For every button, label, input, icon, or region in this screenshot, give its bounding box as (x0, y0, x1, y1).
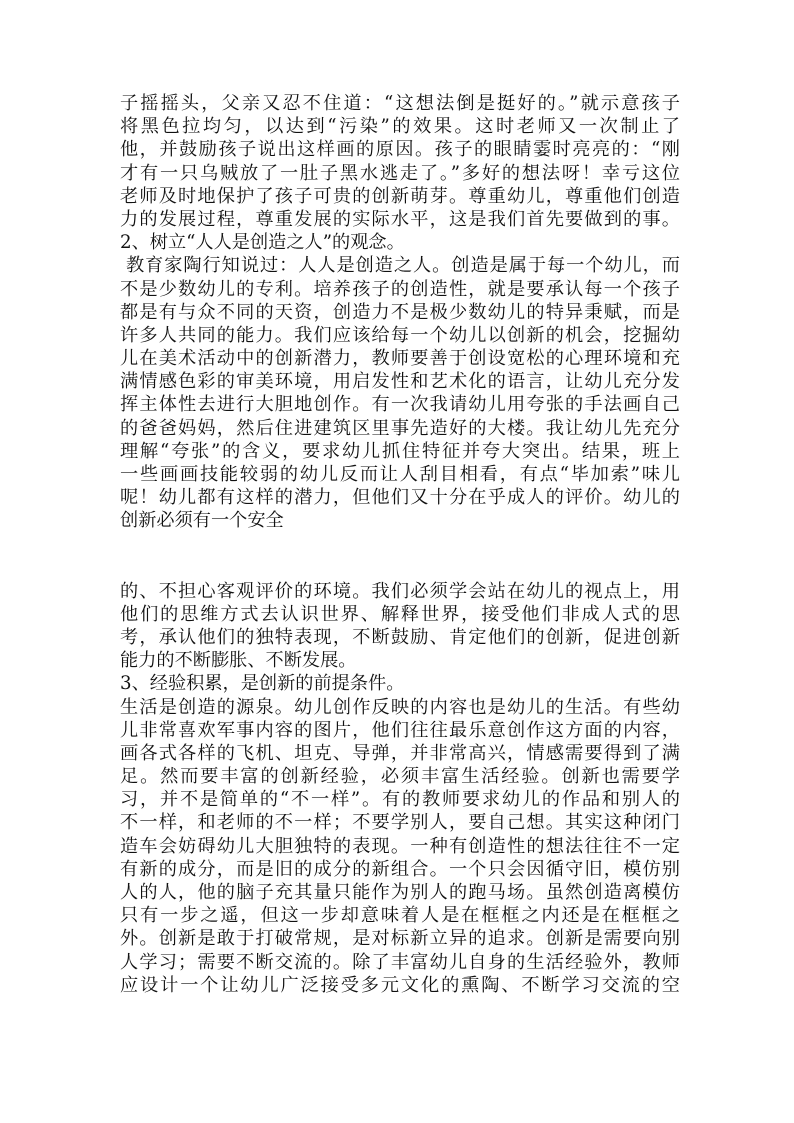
text-line: 老师及时地保护了孩子可贵的创新萌芽。尊重幼儿，尊重他们创造 (120, 185, 680, 207)
text-line: 呢！幼儿都有这样的潜力，但他们又十分在乎成人的评价。幼儿的 (120, 487, 680, 509)
paragraph-creativity (120, 254, 680, 532)
text-line: 满情感色彩的审美环境，用启发性和艺术化的语言，让幼儿充分发 (120, 371, 680, 393)
text-line: 他，并鼓励孩子说出这样画的原因。孩子的眼睛霎时亮亮的：“刚 (120, 139, 680, 161)
text-line: 他们的思维方式去认识世界、解释世界，接受他们非成人式的思 (120, 603, 680, 625)
text-line: 人的人，他的脑子充其量只能作为别人的跑马场。虽然创造离模仿 (120, 882, 680, 903)
paragraph-environment (120, 580, 680, 673)
text-line: 生活是创造的源泉。幼儿创作反映的内容也是幼儿的生活。有些幼 (120, 696, 680, 718)
section-heading-3: 3、经验积累，是创新的前提条件。 (120, 673, 405, 695)
text-line: 教育家陶行知说过：人人是创造之人。创造是属于每一个幼儿，而 (126, 255, 680, 277)
paragraph-story (120, 92, 680, 231)
text-line: 外。创新是敢于打破常规，是对标新立异的追求。创新是需要向别 (120, 928, 680, 950)
text-line: 画各式各样的飞机、坦克、导弹，并非常高兴，情感需要得到了满 (120, 742, 680, 764)
text-line: 理解“夸张”的含义，要求幼儿抓住特征并夸大突出。结果，班上 (120, 440, 680, 462)
text-line: 不一样，和老师的不一样；不要学别人，要自己想。其实这种闭门 (120, 812, 680, 834)
section-heading-2: 2、树立“人人是创造之人”的观念。 (120, 232, 405, 254)
text-line: 不是少数幼儿的专利。培养孩子的创造性，就是要承认每一个孩子 (120, 278, 680, 300)
text-line: 一些画画技能较弱的幼儿反而让人刮目相看，有点“毕加索”味儿 (120, 464, 680, 485)
text-line: 才有一只乌贼放了一肚子黑水逃走了。”多好的想法呀！幸亏这位 (120, 162, 680, 184)
text-line: 考，承认他们的独特表现，不断鼓励、肯定他们的创新，促进创新 (120, 626, 680, 648)
text-line: 足。然而要丰富的创新经验，必须丰富生活经验。创新也需要学 (120, 766, 680, 788)
text-line: 习，并不是简单的“不一样”。有的教师要求幼儿的作品和别人的 (120, 789, 680, 811)
text-line: 的爸爸妈妈，然后住进建筑区里事先造好的大楼。我让幼儿先充分 (120, 417, 680, 439)
text-line: 儿在美术活动中的创新潜力，教师要善于创设宽松的心理环境和充 (120, 348, 680, 370)
text-line: 造车会妨碍幼儿大胆独特的表现。一种有创造性的想法往往不一定 (120, 835, 680, 857)
text-line: 将黑色拉均匀，以达到“污染”的效果。这时老师又一次制止了 (120, 116, 680, 138)
text-line: 人学习；需要不断交流的。除了丰富幼儿自身的生活经验外，教师 (120, 951, 680, 973)
paragraph-experience (120, 696, 680, 997)
text-line: 应设计一个让幼儿广泛接受多元文化的熏陶、不断学习交流的空 (120, 974, 680, 996)
text-line: 的、不担心客观评价的环境。我们必须学会站在幼儿的视点上，用 (120, 580, 680, 602)
text-line: 儿非常喜欢军事内容的图片，他们往往最乐意创作这方面的内容， (120, 719, 680, 741)
text-line: 有新的成分，而是旧的成分的新组合。一个只会因循守旧，模仿别 (120, 858, 680, 880)
text-line: 许多人共同的能力。我们应该给每一个幼儿以创新的机会，挖掘幼 (120, 324, 680, 346)
page-break-gap (120, 533, 680, 580)
text-line: 子摇摇头，父亲又忍不住道：“这想法倒是挺好的。”就示意孩子 (120, 93, 680, 114)
text-line: 只有一步之遥，但这一步却意味着人是在框框之内还是在框框之 (120, 905, 680, 927)
text-line: 力的发展过程，尊重发展的实际水平，这是我们首先要做到的事。 (120, 208, 680, 230)
text-line: 都是有与众不同的天资，创造力不是极少数幼儿的特异秉赋，而是 (120, 301, 680, 323)
text-line: 挥主体性去进行大胆地创作。有一次我请幼儿用夸张的手法画自己 (120, 394, 680, 416)
text-line: 创新必须有一个安全 (120, 510, 284, 532)
document-page (120, 92, 680, 997)
text-line: 能力的不断膨胀、不断发展。 (120, 650, 357, 672)
